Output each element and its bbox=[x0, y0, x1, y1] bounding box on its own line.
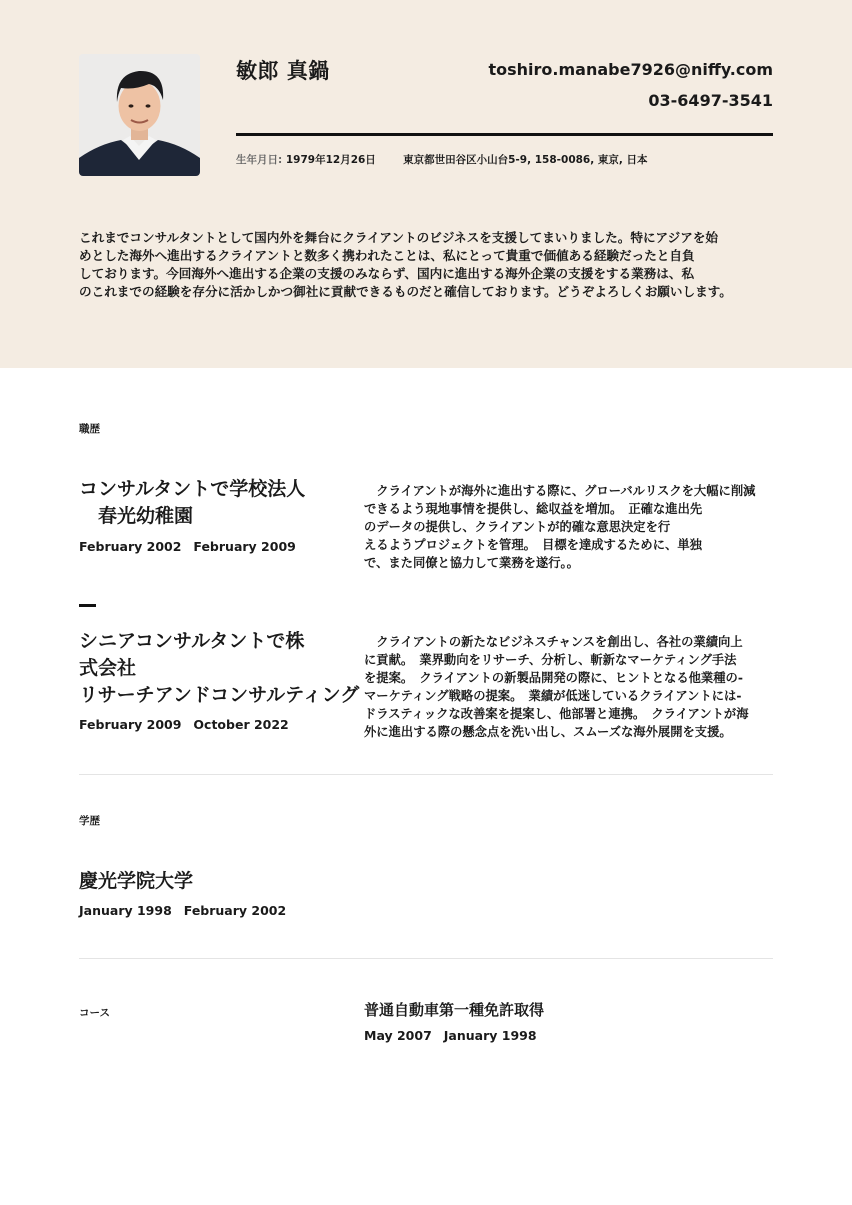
school-name: 慶光学院大学 bbox=[79, 870, 194, 892]
education-end-date: February 2002 bbox=[183, 903, 287, 918]
address-value: 東京都世田谷区小山台5-9, 158-0086, 東京, 日本 bbox=[403, 154, 648, 166]
intro-line: めとした海外へ進出するクライアントと数多く携われたことは、私にとって貴重で価値ある経験だったと自負 bbox=[79, 248, 695, 263]
job-description-line: に貢献。 業界動向をリサーチ、分析し、斬新なマーケティング手法 bbox=[364, 653, 737, 667]
job-description-line: できるよう現地事情を提供し、総収益を増加。 正確な進出先 bbox=[364, 502, 703, 516]
email-address[interactable]: toshiro.manabe7926@niffy.com bbox=[488, 60, 773, 79]
job-title-line: リサーチアンドコンサルティング bbox=[79, 684, 360, 706]
job-description-line: を提案。 クライアントの新製品開発の際に、ヒントとなる他業種の- bbox=[364, 671, 743, 685]
job-description-line: クライアントが海外に進出する際に、グローバルリスクを大幅に削減 bbox=[364, 484, 756, 498]
job-description-line: ドラスティックな改善案を提案し、他部署と連携。 クライアントが海 bbox=[364, 707, 749, 721]
birthdate-value: 1979年12月26日 bbox=[285, 154, 376, 166]
course-dates bbox=[364, 1028, 537, 1043]
job-end-date: February 2009 bbox=[193, 539, 296, 554]
course-name: 普通自動車第一種免許取得 bbox=[364, 1001, 545, 1019]
course-end-date: January 1998 bbox=[443, 1028, 537, 1043]
job-title-line: シニアコンサルタントで株 bbox=[79, 630, 305, 652]
job-title bbox=[79, 476, 305, 530]
profile-photo bbox=[79, 54, 200, 176]
job-title-line: コンサルタントで学校法人 bbox=[79, 478, 306, 500]
intro-line: これまでコンサルタントとして国内外を舞台にクライアントのビジネスを支援してまいりました。特にアジアを始 bbox=[79, 230, 719, 245]
section-divider bbox=[79, 774, 773, 775]
course-start-date: May 2007 bbox=[364, 1028, 432, 1043]
job-title bbox=[79, 628, 359, 709]
job-description bbox=[364, 633, 772, 741]
job-description-line: のデータの提供し、クライアントが的確な意思決定を行 bbox=[364, 520, 671, 534]
job-description-line: マーケティング戦略の提案。 業績が低迷しているクライアントには- bbox=[364, 689, 742, 703]
section-title-education: 学歴 bbox=[79, 815, 100, 827]
job-dates bbox=[79, 717, 289, 732]
header-divider bbox=[236, 133, 773, 136]
education-start-date: January 1998 bbox=[79, 903, 172, 918]
section-divider bbox=[79, 958, 773, 959]
job-description-line: えるようプロジェクトを管理。 目標を達成するために、単独 bbox=[364, 538, 702, 552]
header-panel bbox=[0, 0, 852, 368]
job-start-date: February 2009 bbox=[79, 717, 182, 732]
person-portrait-image bbox=[79, 54, 200, 176]
full-name: 敏郎 真鍋 bbox=[236, 59, 330, 83]
entry-separator-dash bbox=[79, 604, 96, 607]
education-dates bbox=[79, 903, 286, 918]
birthdate-label: 生年月日: bbox=[236, 154, 283, 166]
job-description-line: で、また同僚と協力して業務を遂行。。 bbox=[364, 556, 579, 570]
intro-paragraph bbox=[79, 229, 751, 301]
job-description-line: 外に進出する際の懸念点を洗い出し、スムーズな海外展開を支援。 bbox=[364, 725, 732, 739]
job-description bbox=[364, 482, 772, 572]
section-title-work: 職歴 bbox=[79, 423, 100, 435]
job-title-line: 式会社 bbox=[79, 657, 137, 679]
intro-line: しております。今回海外へ進出する企業の支援のみならず、国内に進出する海外企業の支援をする業務は、私 bbox=[79, 266, 695, 281]
job-description-line: クライアントの新たなビジネスチャンスを創出し、各社の業績向上 bbox=[364, 635, 743, 649]
job-start-date: February 2002 bbox=[79, 539, 182, 554]
job-title-line: 春光幼稚園 bbox=[79, 505, 194, 527]
phone-number[interactable]: 03-6497-3541 bbox=[648, 91, 773, 110]
personal-details bbox=[236, 152, 648, 167]
intro-line: のこれまでの経験を存分に活かしかつ御社に貢献できるものだと確信しております。どうぞよろしくお願いします。 bbox=[79, 284, 732, 299]
job-end-date: October 2022 bbox=[193, 717, 289, 732]
section-title-courses: コース bbox=[79, 1007, 110, 1019]
job-dates bbox=[79, 539, 296, 554]
